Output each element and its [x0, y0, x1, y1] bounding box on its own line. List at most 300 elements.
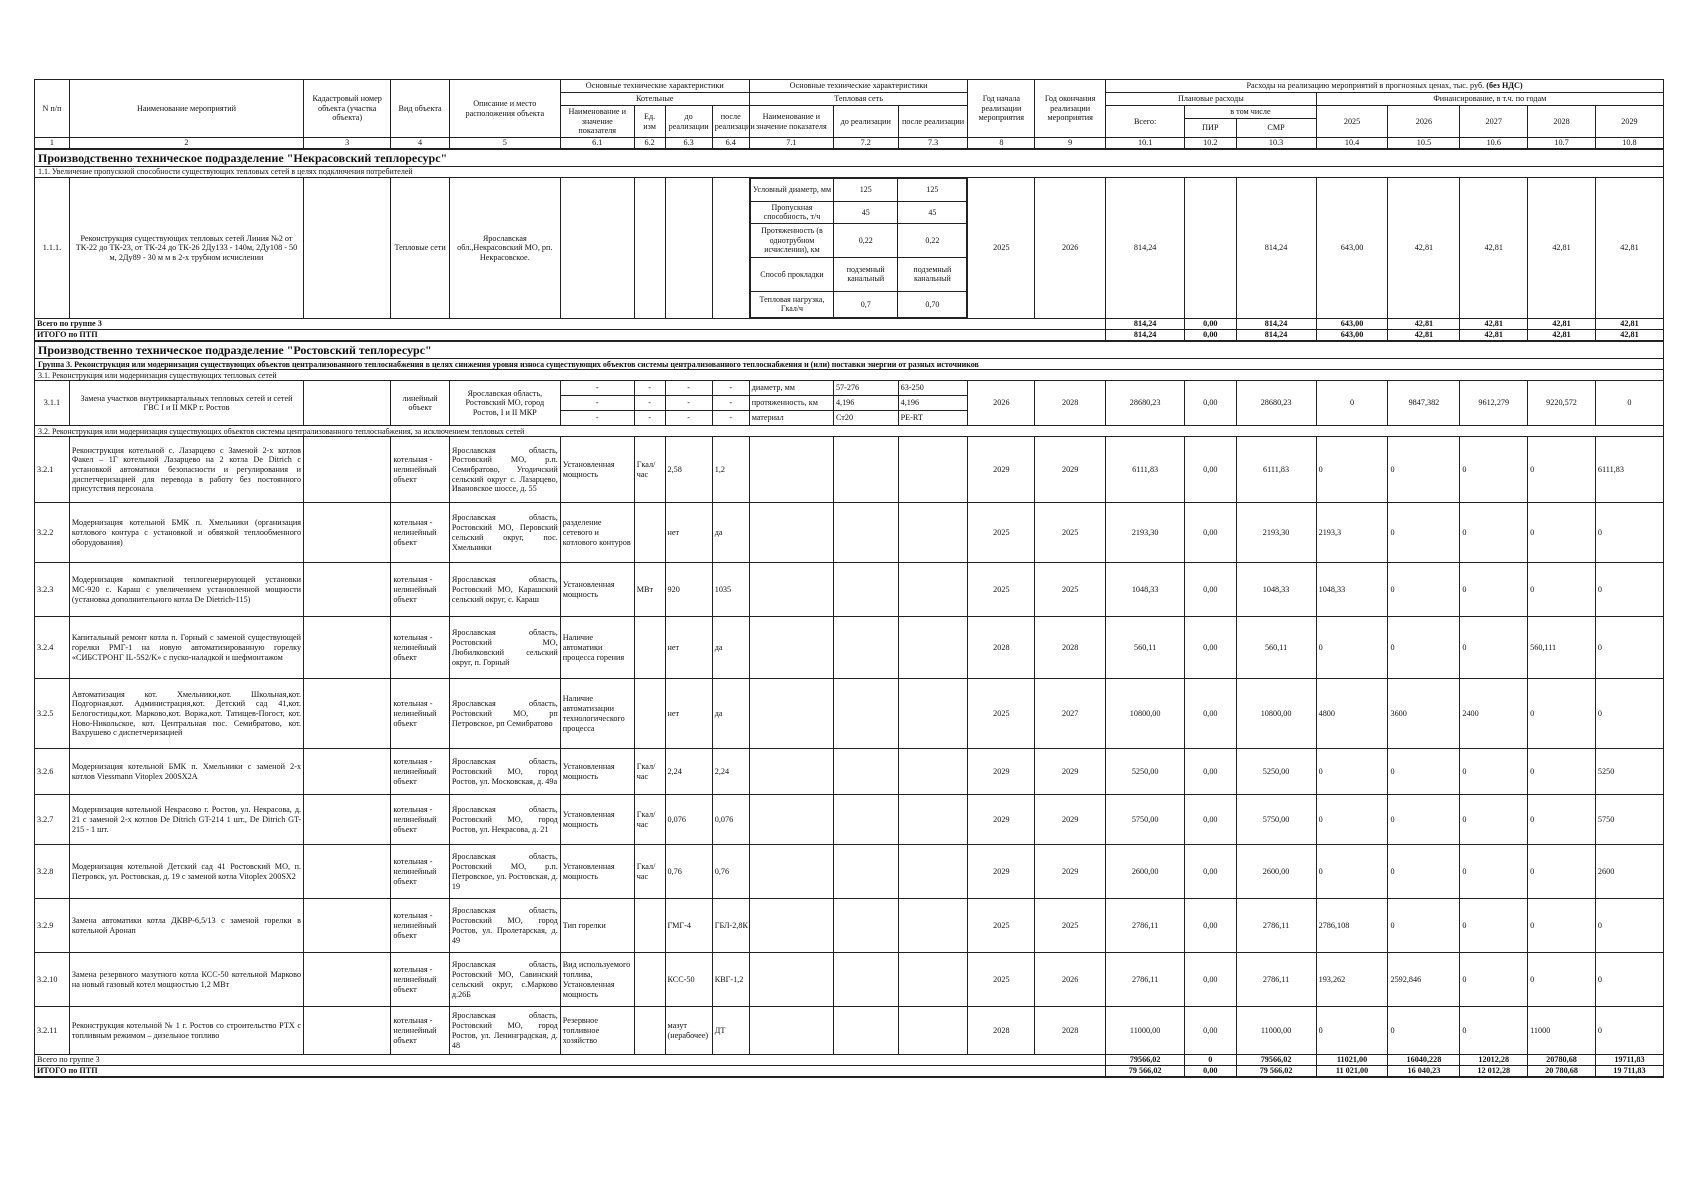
total-row [35, 1066, 1664, 1078]
total-y2025: 643,00 [1316, 319, 1388, 330]
empty-cell [833, 437, 898, 503]
subgroup-title: 3.1. Реконструкция или модернизация существующих тепловых сетей [35, 370, 1664, 381]
total-smr: 79 566,02 [1236, 1066, 1316, 1078]
row-number: 3.2.11 [35, 1007, 70, 1055]
dash-cell: - [665, 411, 712, 426]
section-title: Производственно техническое подразделение "Некрасовский теплоресурс" [35, 149, 1664, 167]
row-y2029: 5250 [1595, 749, 1663, 795]
table-row [35, 749, 1664, 795]
total-y2025: 11021,00 [1316, 1055, 1388, 1066]
row-y2025: 193,262 [1316, 953, 1388, 1007]
row-y2028: 560,111 [1528, 617, 1596, 679]
total-y2026: 42,81 [1388, 319, 1460, 330]
row-type: линейный объект [391, 381, 450, 426]
column-index-cell: 10.2 [1185, 138, 1236, 150]
row-smr: 560,11 [1236, 617, 1316, 679]
row-smr: 2786,11 [1236, 953, 1316, 1007]
empty-cell [898, 617, 968, 679]
total-y2029: 42,81 [1595, 319, 1663, 330]
row-name: Реконструкция котельной № 1 г. Ростов со строительство РТХ с топливным режимом – дизельное топливо [69, 1007, 303, 1055]
row-type: Тепловые сети [391, 178, 450, 319]
row-y2028: 0 [1528, 899, 1596, 953]
dash-cell: - [634, 381, 665, 396]
empty-cell [833, 899, 898, 953]
row-y2026: 0 [1388, 563, 1460, 617]
row-number: 3.2.8 [35, 845, 70, 899]
row-cadastral [304, 899, 391, 953]
row-y2029: 0 [1595, 1007, 1663, 1055]
row-after: 1,2 [712, 437, 749, 503]
empty-cell [833, 845, 898, 899]
table-row [35, 899, 1664, 953]
row-after: ГБЛ-2,8К [712, 899, 749, 953]
heatnet-param-row [750, 179, 967, 201]
row-start: 2028 [968, 1007, 1035, 1055]
row-total: 6111,83 [1106, 437, 1185, 503]
row-before: 2,24 [665, 749, 712, 795]
row-y2029: 42,81 [1595, 178, 1663, 319]
empty-cell [749, 1007, 833, 1055]
column-index-cell: 10.4 [1316, 138, 1388, 150]
column-index-cell: 9 [1035, 138, 1106, 150]
row-desc: Ярославская обл.,Некрасовский МО, рп. Некрасовское. [449, 178, 560, 319]
row-start: 2029 [968, 749, 1035, 795]
row-after: КВГ-1,2 [712, 953, 749, 1007]
row-cadastral [304, 679, 391, 749]
row-pir [1185, 178, 1236, 319]
row-b-name: Резервное топливное хозяйство [560, 1007, 634, 1055]
row-name: Модернизация котельной БМК п. Хмельники с заменой 2-х котлов Viessmann Vitoplex 200SX2A [69, 749, 303, 795]
column-index-cell: 6.4 [712, 138, 749, 150]
table-row [35, 845, 1664, 899]
row-name: Модернизация котельной БМК п. Хмельники (организация котлового контура с установкой и обвязкой теплообменного оборудования) [69, 503, 303, 563]
param-before: 125 [834, 179, 898, 201]
col-header-pir: ПИР [1185, 119, 1236, 138]
row-total: 2600,00 [1106, 845, 1185, 899]
row-name: Замена резервного мазутного котла КСС-50 котельной Марково на новый газовый котел мощностью 1,2 МВт [69, 953, 303, 1007]
row-y2029: 0 [1595, 617, 1663, 679]
empty-cell [749, 617, 833, 679]
row-unit [634, 679, 665, 749]
param-before: 0,7 [834, 291, 898, 318]
dash-cell: - [560, 381, 634, 396]
row-y2029: 0 [1595, 503, 1663, 563]
row-end: 2027 [1035, 679, 1106, 749]
total-total: 79566,02 [1106, 1055, 1185, 1066]
total-y2028: 20 780,68 [1528, 1066, 1596, 1078]
row-total: 2786,11 [1106, 899, 1185, 953]
column-index-cell: 10.1 [1106, 138, 1185, 150]
row-y2028: 0 [1528, 437, 1596, 503]
param-name: Способ прокладки [750, 257, 833, 291]
row-name: Замена автоматики котла ДКВР-6,5/13 с заменой горелки в котельной Аронап [69, 899, 303, 953]
row-total: 2193,30 [1106, 503, 1185, 563]
col-header-total: Всего: [1106, 106, 1185, 138]
row-y2026: 2592,846 [1388, 953, 1460, 1007]
row-cadastral [304, 381, 391, 426]
param-name: Пропускная способность, т/ч [750, 201, 833, 223]
row-cadastral [304, 503, 391, 563]
row-y2028: 0 [1528, 845, 1596, 899]
row-number: 3.2.10 [35, 953, 70, 1007]
row-number: 3.2.3 [35, 563, 70, 617]
total-y2029: 19 711,83 [1595, 1066, 1663, 1078]
row-name: Модернизация котельной Некрасово г. Ростов, ул. Некрасова, д. 21 с заменой 2-х котлов De Ditrich GT-214 1 шт., De Ditrich GT-215 - 1 шт. [69, 795, 303, 845]
row-end: 2029 [1035, 845, 1106, 899]
row-desc: Ярославская область, Ростовский МО, город Ростов, ул. Пролетарская, д. 49 [449, 899, 560, 953]
col-header-start: Год начала реализации мероприятия [968, 80, 1035, 138]
dash-cell: - [712, 411, 749, 426]
total-pir: 0,00 [1185, 319, 1236, 330]
dash-cell: - [665, 396, 712, 411]
row-smr: 28680,23 [1236, 381, 1316, 426]
dash-cell: - [634, 396, 665, 411]
row-before: нет [665, 617, 712, 679]
row-y2027: 2400 [1460, 679, 1528, 749]
column-index-cell: 10.5 [1388, 138, 1460, 150]
row-desc: Ярославская область, Ростовский МО, Карашский сельский округ, с. Караш [449, 563, 560, 617]
param-before: 4,196 [833, 396, 898, 411]
empty-cell [749, 845, 833, 899]
column-index-cell: 10.3 [1236, 138, 1316, 150]
investment-program-table-container [34, 79, 1664, 1078]
row-y2027: 0 [1460, 617, 1528, 679]
col-header-b-name: Наименование и значение показателя [560, 106, 634, 138]
row-pir: 0,00 [1185, 795, 1236, 845]
row-y2025: 0 [1316, 845, 1388, 899]
row-pir: 0,00 [1185, 1007, 1236, 1055]
row-y2025: 2786,108 [1316, 899, 1388, 953]
row-smr: 11000,00 [1236, 1007, 1316, 1055]
col-header-h-name: Наименование и значение показателя [749, 106, 833, 138]
row-end: 2028 [1035, 1007, 1106, 1055]
row-y2029: 2600 [1595, 845, 1663, 899]
empty-cell [833, 1007, 898, 1055]
row-type: котельная - нелинейный объект [391, 437, 450, 503]
total-y2027: 12012,28 [1460, 1055, 1528, 1066]
row-unit [634, 503, 665, 563]
row-start: 2025 [968, 953, 1035, 1007]
row-y2029: 6111,83 [1595, 437, 1663, 503]
row-b-name: Установленная мощность [560, 437, 634, 503]
row-y2026: 0 [1388, 617, 1460, 679]
row-y2026: 42,81 [1388, 178, 1460, 319]
row-y2029: 0 [1595, 899, 1663, 953]
row-desc: Ярославская область, Ростовский МО, р.п. Петровское, ул. Ростовская, д. 19 [449, 845, 560, 899]
row-unit [634, 1007, 665, 1055]
row-y2026: 0 [1388, 437, 1460, 503]
row-y2025: 643,00 [1316, 178, 1388, 319]
row-type: котельная - нелинейный объект [391, 679, 450, 749]
param-name: Протяженность (в однотрубном исчислении), км [750, 224, 833, 258]
row-y2029: 5750 [1595, 795, 1663, 845]
empty-cell [749, 953, 833, 1007]
column-index-cell: 4 [391, 138, 450, 150]
row-y2027: 0 [1460, 953, 1528, 1007]
total-pir: 0,00 [1185, 330, 1236, 342]
row-smr: 6111,83 [1236, 437, 1316, 503]
param-after: 4,196 [898, 396, 968, 411]
col-header-b-after: после реализации [712, 106, 749, 138]
row-b-name: Установленная мощность [560, 563, 634, 617]
empty-cell [833, 953, 898, 1007]
col-header-type: Вид объекта [391, 80, 450, 138]
total-smr: 814,24 [1236, 319, 1316, 330]
col-header-2028: 2028 [1528, 106, 1596, 138]
row-b-name: Наличие автоматики процесса горения [560, 617, 634, 679]
table-row [35, 563, 1664, 617]
row-desc: Ярославская область, Ростовский МО, рп Петровское, рп Семибратово [449, 679, 560, 749]
row-y2029: 0 [1595, 679, 1663, 749]
heatnet-param-row [750, 257, 967, 291]
row-y2026: 0 [1388, 845, 1460, 899]
col-header-b-before: до реализации [665, 106, 712, 138]
row-unit: Гкал/час [634, 795, 665, 845]
row-total: 2786,11 [1106, 953, 1185, 1007]
row-start: 2026 [968, 381, 1035, 426]
header-row-1 [35, 80, 1664, 93]
total-smr: 814,24 [1236, 330, 1316, 342]
row-before: 0,76 [665, 845, 712, 899]
row-number: 3.2.1 [35, 437, 70, 503]
empty-cell [560, 178, 634, 319]
col-header-financing: Финансирование, в т.ч. по годам [1316, 93, 1663, 106]
row-end: 2028 [1035, 617, 1106, 679]
heatnet-param-row [750, 201, 967, 223]
row-unit: Гкал/час [634, 749, 665, 795]
row-y2025: 0 [1316, 437, 1388, 503]
row-y2027: 9612,279 [1460, 381, 1528, 426]
total-pir: 0 [1185, 1055, 1236, 1066]
row-before: 2,58 [665, 437, 712, 503]
column-index-cell: 8 [968, 138, 1035, 150]
empty-cell [749, 899, 833, 953]
row-end: 2025 [1035, 563, 1106, 617]
group-title: 1.1. Увеличение пропускной способности существующих тепловых сетей в целях подключения потребителей [35, 167, 1664, 178]
param-name: материал [749, 411, 833, 426]
dash-cell: - [712, 396, 749, 411]
row-y2028: 0 [1528, 679, 1596, 749]
empty-cell [898, 749, 968, 795]
column-index-cell: 7.3 [898, 138, 968, 150]
row-total: 814,24 [1106, 178, 1185, 319]
row-pir: 0,00 [1185, 437, 1236, 503]
row-y2028: 0 [1528, 795, 1596, 845]
row-smr: 2193,30 [1236, 503, 1316, 563]
row-after: да [712, 503, 749, 563]
subgroup-row [35, 426, 1664, 437]
col-header-incl: в том числе [1185, 106, 1316, 119]
row-b-name: Тип горелки [560, 899, 634, 953]
total-row [35, 1055, 1664, 1066]
row-type: котельная - нелинейный объект [391, 795, 450, 845]
row-unit [634, 899, 665, 953]
row-y2028: 0 [1528, 749, 1596, 795]
total-label: ИТОГО по ПТП [35, 1066, 1106, 1078]
column-index-cell: 2 [69, 138, 303, 150]
row-y2025: 0 [1316, 795, 1388, 845]
empty-cell [898, 563, 968, 617]
empty-cell [833, 503, 898, 563]
empty-cell [749, 679, 833, 749]
col-header-name: Наименование мероприятий [69, 80, 303, 138]
row-y2025: 0 [1316, 749, 1388, 795]
row-y2025: 4800 [1316, 679, 1388, 749]
row-y2026: 0 [1388, 899, 1460, 953]
row-desc: Ярославская область, Ростовский МО, город Ростов, I и II МКР [449, 381, 560, 426]
total-y2029: 19711,83 [1595, 1055, 1663, 1066]
row-total: 5750,00 [1106, 795, 1185, 845]
costs-title: Расходы на реализацию мероприятий в прогнозных ценах, тыс. руб. [1246, 81, 1485, 91]
col-header-tech2: Основные технические характеристики [749, 80, 968, 93]
param-after: 0,70 [898, 291, 967, 318]
row-start: 2028 [968, 617, 1035, 679]
row-type: котельная - нелинейный объект [391, 749, 450, 795]
total-row [35, 319, 1664, 330]
row-smr: 814,24 [1236, 178, 1316, 319]
row-y2026: 0 [1388, 795, 1460, 845]
col-header-end: Год окончания реализации мероприятия [1035, 80, 1106, 138]
row-before: мазут (нерабочее) [665, 1007, 712, 1055]
col-header-heatnet: Тепловая сеть [749, 93, 968, 106]
total-y2027: 42,81 [1460, 319, 1528, 330]
row-desc: Ярославская область, Ростовский МО, Перовский сельский округ, пос. Хмельники [449, 503, 560, 563]
row-cadastral [304, 437, 391, 503]
group-row [35, 167, 1664, 178]
row-desc: Ярославская область, Ростовский МО, город Ростов, ул. Ленинградская, д. 48 [449, 1007, 560, 1055]
col-header-2025: 2025 [1316, 106, 1388, 138]
empty-cell [833, 563, 898, 617]
heatnet-params-table [750, 178, 968, 318]
row-number: 3.2.6 [35, 749, 70, 795]
col-header-h-before: до реализации [833, 106, 898, 138]
empty-cell [898, 1007, 968, 1055]
row-y2025: 0 [1316, 381, 1388, 426]
table-row [35, 953, 1664, 1007]
row-desc: Ярославская область, Ростовский МО, город Ростов, ул. Московская, д. 49а [449, 749, 560, 795]
row-number: 3.2.5 [35, 679, 70, 749]
row-before: нет [665, 503, 712, 563]
row-desc: Ярославская область, Ростовский МО, Любилковский сельский округ, п. Горный [449, 617, 560, 679]
param-after: 45 [898, 201, 967, 223]
total-y2027: 42,81 [1460, 330, 1528, 342]
row-total: 10800,00 [1106, 679, 1185, 749]
col-header-h-after: после реализации [898, 106, 968, 138]
row-number: 1.1.1. [35, 178, 70, 319]
row-type: котельная - нелинейный объект [391, 845, 450, 899]
dash-cell: - [560, 411, 634, 426]
empty-cell [898, 795, 968, 845]
row-smr: 5750,00 [1236, 795, 1316, 845]
row-unit: МВт [634, 563, 665, 617]
row-end: 2025 [1035, 899, 1106, 953]
col-header-smr: СМР [1236, 119, 1316, 138]
param-before: 45 [834, 201, 898, 223]
table-row [35, 381, 1664, 396]
row-number: 3.2.4 [35, 617, 70, 679]
row-pir: 0,00 [1185, 381, 1236, 426]
row-before: 0,076 [665, 795, 712, 845]
row-pir: 0,00 [1185, 899, 1236, 953]
row-b-name: Установленная мощность [560, 795, 634, 845]
row-y2026: 0 [1388, 1007, 1460, 1055]
column-index-cell: 1 [35, 138, 70, 150]
empty-cell [898, 845, 968, 899]
row-cadastral [304, 795, 391, 845]
row-cadastral [304, 617, 391, 679]
row-y2027: 0 [1460, 437, 1528, 503]
row-y2025: 0 [1316, 1007, 1388, 1055]
subgroup-title: 3.2. Реконструкция или модернизация существующих объектов системы централизованного теплоснабжения, за исключением тепловых сетей [35, 426, 1664, 437]
row-desc: Ярославская область, Ростовский МО, р.п. Семибратово, Угодичский сельский округ с. Лазарцево, Ивановское шоссе, д. 55 [449, 437, 560, 503]
row-y2027: 0 [1460, 563, 1528, 617]
empty-cell [634, 178, 665, 319]
column-index-cell: 5 [449, 138, 560, 150]
row-y2028: 11000 [1528, 1007, 1596, 1055]
total-label: ИТОГО по ПТП [35, 330, 1106, 342]
row-cadastral [304, 1007, 391, 1055]
row-cadastral [304, 563, 391, 617]
row-y2029: 0 [1595, 953, 1663, 1007]
row-desc: Ярославская область, Ростовский МО, Савинский сельский округ, с.Марково д.26Б [449, 953, 560, 1007]
total-smr: 79566,02 [1236, 1055, 1316, 1066]
row-name: Автоматизация кот. Хмельники,кот. Школьная,кот. Подгорная,кот. Администрация,кот. Детский сад 41,кот. Белогостицы,кот. Марково,кот. Воржа,кот. Татищев-Погост, кот. Ново-Никольское, кот. Центральная пос. Семибратово, кот. Вахрушево с диспетчеризацией [69, 679, 303, 749]
row-name: Модернизация котельной Детский сад 41 Ростовский МО, п. Петровск, ул. Ростовская, д. 19 с заменой котла Vitoplex 200SX2 [69, 845, 303, 899]
group-title: Группа 3. Реконструкция или модернизация существующих объектов централизованного теплоснабжения в целях снижения уровня износа существующих объектов системы централизованного теплоснабжения и (или) поставки энергии от разных источников [35, 359, 1664, 370]
row-pir: 0,00 [1185, 617, 1236, 679]
row-type: котельная - нелинейный объект [391, 1007, 450, 1055]
row-pir: 0,00 [1185, 503, 1236, 563]
empty-cell [898, 899, 968, 953]
row-start: 2029 [968, 795, 1035, 845]
row-b-name: Установленная мощность [560, 749, 634, 795]
empty-cell [712, 178, 749, 319]
row-y2027: 0 [1460, 795, 1528, 845]
empty-cell [749, 503, 833, 563]
row-type: котельная - нелинейный объект [391, 953, 450, 1007]
row-unit [634, 617, 665, 679]
empty-cell [749, 437, 833, 503]
col-header-desc: Описание и место расположения объекта [449, 80, 560, 138]
total-y2029: 42,81 [1595, 330, 1663, 342]
row-start: 2025 [968, 563, 1035, 617]
param-after: 125 [898, 179, 967, 201]
param-before: 57-276 [833, 381, 898, 396]
row-type: котельная - нелинейный объект [391, 899, 450, 953]
row-y2028: 0 [1528, 953, 1596, 1007]
row-y2026: 0 [1388, 749, 1460, 795]
row-after: 0,076 [712, 795, 749, 845]
empty-cell [665, 178, 712, 319]
col-header-costs [1106, 80, 1664, 93]
total-label: Всего по группе 3 [35, 1055, 1106, 1066]
param-before: подземный канальный [834, 257, 898, 291]
total-label: Всего по группе 3 [35, 319, 1106, 330]
row-end: 2029 [1035, 795, 1106, 845]
param-after: подземный канальный [898, 257, 967, 291]
column-index-cell: 6.1 [560, 138, 634, 150]
row-cadastral [304, 749, 391, 795]
row-total: 11000,00 [1106, 1007, 1185, 1055]
row-name: Реконструкция котельной с. Лазарцево с Заменой 2-х котлов Факел – 1Г котельной Лазарцево на 2 котла De Ditrich с установкой автоматики безопасности и регулирования и диспетчеризацией для перевода в работу без постоянного присутствия персонала [69, 437, 303, 503]
row-smr: 2600,00 [1236, 845, 1316, 899]
row-after: ДТ [712, 1007, 749, 1055]
section-title: Производственно техническое подразделение "Ростовский теплоресурс" [35, 341, 1664, 359]
dash-cell: - [634, 411, 665, 426]
row-name: Реконструкция существующих тепловых сетей Линия №2 от ТК-22 до ТК-23, от ТК-24 до ТК-26 2Ду133 - 140м, 2Ду108 - 50 м, 2Ду89 - 30 м м в 2-х трубном исчислении [69, 178, 303, 319]
table-row [35, 617, 1664, 679]
total-total: 814,24 [1106, 330, 1185, 342]
